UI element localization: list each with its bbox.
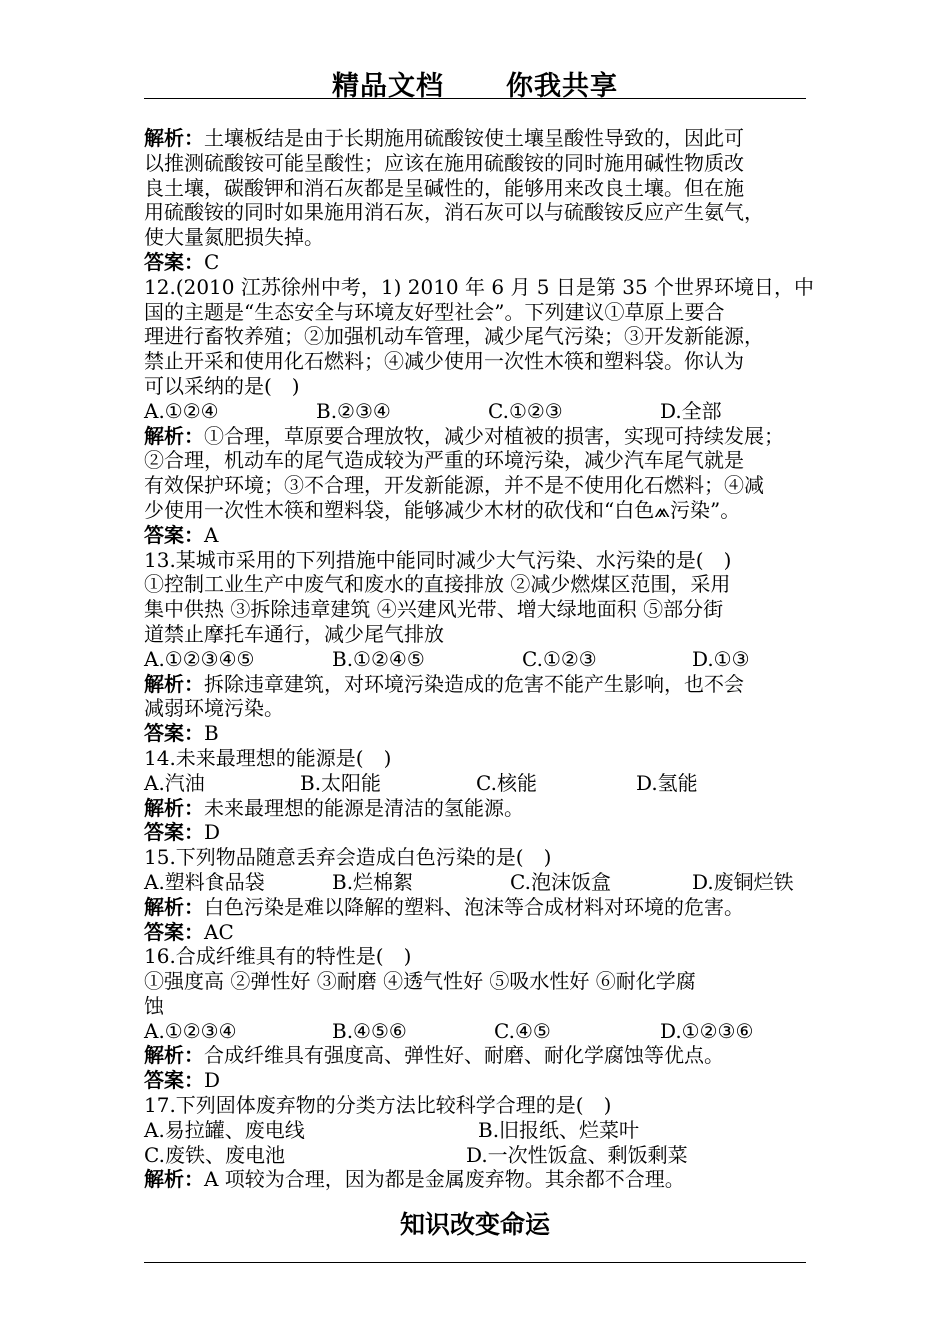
question-line: 15.下列物品随意丢弃会造成白色污染的是( ): [144, 845, 552, 870]
option-a: A.汽油: [144, 770, 205, 795]
options-row: [144, 1019, 808, 1044]
question-line: 13.某城市采用的下列措施中能同时减少大气污染、水污染的是( ): [144, 547, 732, 572]
answer-value: AC: [204, 919, 234, 944]
question-line: 17.下列固体废弃物的分类方法比较科学合理的是( ): [144, 1093, 612, 1118]
answer-label: 答案：: [144, 522, 204, 547]
options-row: [144, 771, 808, 796]
option-b: B.太阳能: [300, 770, 382, 795]
answer-line: [144, 920, 808, 945]
options-row: [144, 1143, 808, 1168]
answer-label: 答案：: [144, 919, 204, 944]
analysis-label: 解析：: [144, 795, 204, 820]
option-b: B.④⑤⑥: [332, 1018, 407, 1043]
options-row: [144, 870, 808, 895]
answer-value: C: [204, 249, 220, 274]
question-line: ①强度高 ②弹性好 ③耐磨 ④透气性好 ⑤吸水性好 ⑥耐化学腐: [144, 969, 696, 994]
option-b: B.烂棉絮: [332, 869, 414, 894]
option-a: A.①②④: [144, 398, 219, 423]
header-left-text: 精品文档: [332, 71, 444, 102]
analysis-label: 解析：: [144, 126, 204, 150]
analysis-line: 用硫酸铵的同时如果施用消石灰，消石灰可以与硫酸铵反应产生氨气，: [144, 200, 764, 225]
answer-label: 答案：: [144, 721, 204, 746]
question-line: 蚀: [144, 993, 164, 1018]
header-rule: [144, 98, 806, 99]
analysis-line: 有效保护环境；③不合理，开发新能源，并不是不使用化石燃料；④减: [144, 473, 764, 498]
option-d: D.氢能: [636, 770, 698, 795]
option-c: C.④⑤: [494, 1018, 551, 1043]
option-d: D.全部: [660, 398, 722, 423]
options-row: [144, 399, 808, 424]
answer-value: D: [204, 820, 221, 845]
analysis-label: 解析：: [144, 894, 204, 919]
analysis-line: 以推测硫酸铵可能呈酸性；应该在施用硫酸铵的同时施用碱性物质改: [144, 150, 744, 175]
option-c: C.核能: [476, 770, 537, 795]
option-b: B.①②④⑤: [332, 646, 425, 671]
analysis-label: 解析：: [144, 1043, 204, 1068]
option-b: B.旧报纸、烂菜叶: [478, 1117, 640, 1142]
option-a: A.易拉罐、废电线: [144, 1117, 305, 1142]
analysis-line: 解析：合成纤维具有强度高、弹性好、耐磨、耐化学腐蚀等优点。: [144, 1043, 724, 1068]
analysis-line: ②合理，机动车的尾气造成较为严重的环境污染，减少汽车尾气就是: [144, 448, 744, 473]
question-line: 14.未来最理想的能源是( ): [144, 745, 392, 770]
analysis-line: 解析：A 项较为合理，因为都是金属废弃物。其余都不合理。: [144, 1167, 685, 1192]
options-row: [144, 647, 808, 672]
question-line: 禁止开采和使用化石燃料；④减少使用一次性木筷和塑料袋。你认为: [144, 349, 744, 374]
analysis-line: 解析：土壤板结是由于长期施用硫酸铵使土壤呈酸性导致的，因此可: [144, 126, 744, 150]
header-right-text: 你我共享: [506, 71, 618, 102]
option-c: C.①②③: [488, 398, 563, 423]
option-c: C.泡沫饭盒: [510, 869, 611, 894]
answer-value: B: [204, 721, 219, 746]
analysis-line: 少使用一次性木筷和塑料袋，能够减少木材的砍伐和“白色⩕污染”。: [144, 497, 741, 522]
analysis-line: 解析：拆除违章建筑，对环境污染造成的危害不能产生影响，也不会: [144, 671, 744, 696]
answer-label: 答案：: [144, 249, 204, 274]
answer-value: D: [204, 1068, 221, 1093]
answer-line: [144, 523, 808, 548]
options-row: [144, 1118, 808, 1143]
analysis-label: 解析：: [144, 671, 204, 696]
question-line: 16.合成纤维具有的特性是( ): [144, 944, 412, 969]
analysis-line: 减弱环境污染。: [144, 696, 284, 721]
answer-label: 答案：: [144, 1068, 204, 1093]
footer-rule: [144, 1262, 806, 1263]
option-a: A.①②③④⑤: [144, 646, 255, 671]
option-b: B.②③④: [316, 398, 391, 423]
option-a: A.①②③④: [144, 1018, 237, 1043]
question-line: 12.(2010 江苏徐州中考，1) 2010 年 6 月 5 日是第 35 个世界环境日，中: [144, 274, 815, 299]
question-line: 道禁止摩托车通行，减少尾气排放: [144, 621, 444, 646]
analysis-line: 解析：白色污染是难以降解的塑料、泡沫等合成材料对环境的危害。: [144, 894, 744, 919]
option-d: D.①②③⑥: [660, 1018, 754, 1043]
question-line: 集中供热 ③拆除违章建筑 ④兴建风光带、增大绿地面积 ⑤部分街: [144, 597, 724, 622]
question-line: ①控制工业生产中废气和废水的直接排放 ②减少燃煤区范围，采用: [144, 572, 731, 597]
analysis-line: 解析：未来最理想的能源是清洁的氢能源。: [144, 795, 524, 820]
option-d: D.①③: [692, 646, 750, 671]
answer-line: [144, 721, 808, 746]
answer-line: [144, 1068, 808, 1093]
question-line: 国的主题是“生态安全与环境友好型社会”。下列建议①草原上要合: [144, 299, 725, 324]
analysis-line: 良土壤，碳酸钾和消石灰都是呈碱性的，能够用来改良土壤。但在施: [144, 175, 744, 200]
option-c: C.①②③: [522, 646, 597, 671]
document-body: [144, 126, 815, 1192]
question-line: 可以采纳的是( ): [144, 373, 300, 398]
option-d: D.废铜烂铁: [692, 869, 794, 894]
option-c: C.废铁、废电池: [144, 1142, 285, 1167]
footer-title: 知识改变命运: [399, 1210, 550, 1239]
analysis-line: 解析：①合理，草原要合理放牧，减少对植被的损害，实现可持续发展；: [144, 423, 784, 448]
analysis-label: 解析：: [144, 1167, 204, 1192]
question-line: 理进行畜牧养殖；②加强机动车管理，减少尾气污染；③开发新能源，: [144, 324, 764, 349]
option-d: D.一次性饭盒、剩饭剩菜: [466, 1142, 688, 1167]
answer-line: [144, 820, 808, 845]
answer-value: A: [204, 522, 219, 547]
answer-label: 答案：: [144, 820, 204, 845]
analysis-label: 解析：: [144, 423, 204, 448]
option-a: A.塑料食品袋: [144, 869, 265, 894]
answer-line: [144, 250, 808, 275]
analysis-line: 使大量氮肥损失掉。: [144, 225, 324, 250]
